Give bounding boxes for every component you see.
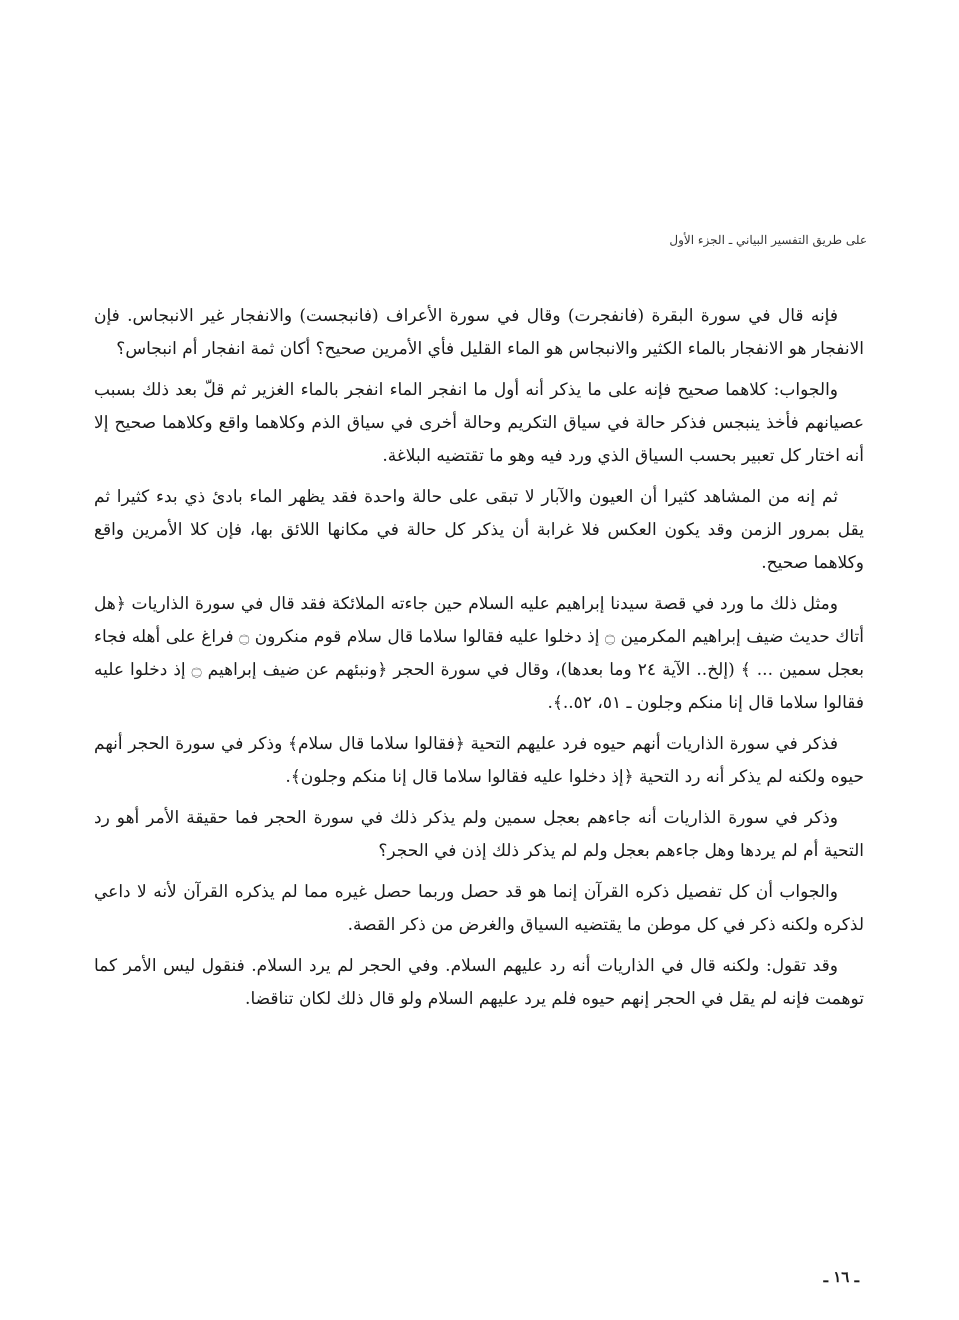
paragraph: وذكر في سورة الذاريات أنه جاءهم بعجل سمين ولم يذكر ذلك في سورة الحجر فما حقيقة الأمر أهو رد التحية أم لم يردها وهل جاءهم بعجل ولم لم يذكر ذلك إذن في الحجر؟ [94,808,864,861]
paragraph: ومثل ذلك ما ورد في قصة سيدنا إبراهيم عليه السلام حين جاءته الملائكة فقد قال في سورة الذاريات ﴿هل أتاك حديث ضيف إبراهيم المكرمين ۝ إذ دخلوا عليه فقالوا سلاما قال سلام قوم منكرون ۝ فراغ على أهله فجاء بعجل سمين ... ﴾ (إلخ.. الآية ٢٤ وما بعدها)، وقال في سورة الحجر ﴿ونبئهم عن ضيف إبراهيم ۝ إذ دخلوا عليه فقالوا سلاما قال إنا منكم وجلون ـ ٥١، ٥٢..﴾. [94,594,865,713]
paragraph: والجواب: كلاهما صحيح فإنه على ما يذكر أنه أول ما انفجر الماء انفجر بالماء الغزير ثم قلّ بعد ذلك بسبب عصيانهم فأخذ ينبجس فذكر حالة في سياق التكريم وحالة أخرى في سياق الذم وكلاهما واقع وكلاهما صحيح إلا أنه اختار كل تعبير بحسب السياق الذي ورد فيه وهو ما تقتضيه البلاغة. [94,380,864,466]
paragraph: فإنه قال في سورة البقرة (فانفجرت) وقال في سورة الأعراف (فانبجست) والانفجار غير الانبجاس. فإن الانفجار هو الانفجار بالماء الكثير والانبجاس هو الماء القليل فأي الأمرين صحيح؟ أكان ثمة انفجار أم انبجاس؟ [94,306,864,359]
body-text [94,300,864,1024]
page-number: ـ ١٦ ـ [823,1268,859,1286]
paragraph: والجواب أن كل تفصيل ذكره القرآن إنما هو قد حصل وربما حصل غيره مما لم يذكره القرآن لأنه لا داعي لذكره ولكنه ذكر في كل موطن ما يقتضيه السياق والغرض من ذكر القصة. [94,882,864,935]
paragraph: فذكر في سورة الذاريات أنهم حيوه فرد عليهم التحية ﴿فقالوا سلاما قال سلام﴾ وذكر في سورة الحجر أنهم حيوه ولكنه لم يذكر أنه رد التحية ﴿إذ دخلوا عليه فقالوا سلاما قال إنا منكم وجلون﴾. [94,734,864,787]
paragraph: وقد تقول: ولكنه قال في الذاريات أنه رد عليهم السلام. وفي الحجر لم يرد السلام. فنقول ليس الأمر كما توهمت فإنه لم يقل في الحجر إنهم حيوه فلم يرد عليهم السلام ولو قال ذلك لكان تناقضا. [94,956,864,1009]
running-header: على طريق التفسير البياني ـ الجزء الأول [669,233,867,247]
paragraph: ثم إنه من المشاهد كثيرا أن العيون والآبار لا تبقى على حالة واحدة فقد يظهر الماء بادئ ذي بدء كثيرا ثم يقل بمرور الزمن وقد يكون العكس فلا غرابة أن يذكر كل حالة في مكانها اللائق بها، فإن كلا الأمرين واقع وكلاهما صحيح. [94,487,864,573]
